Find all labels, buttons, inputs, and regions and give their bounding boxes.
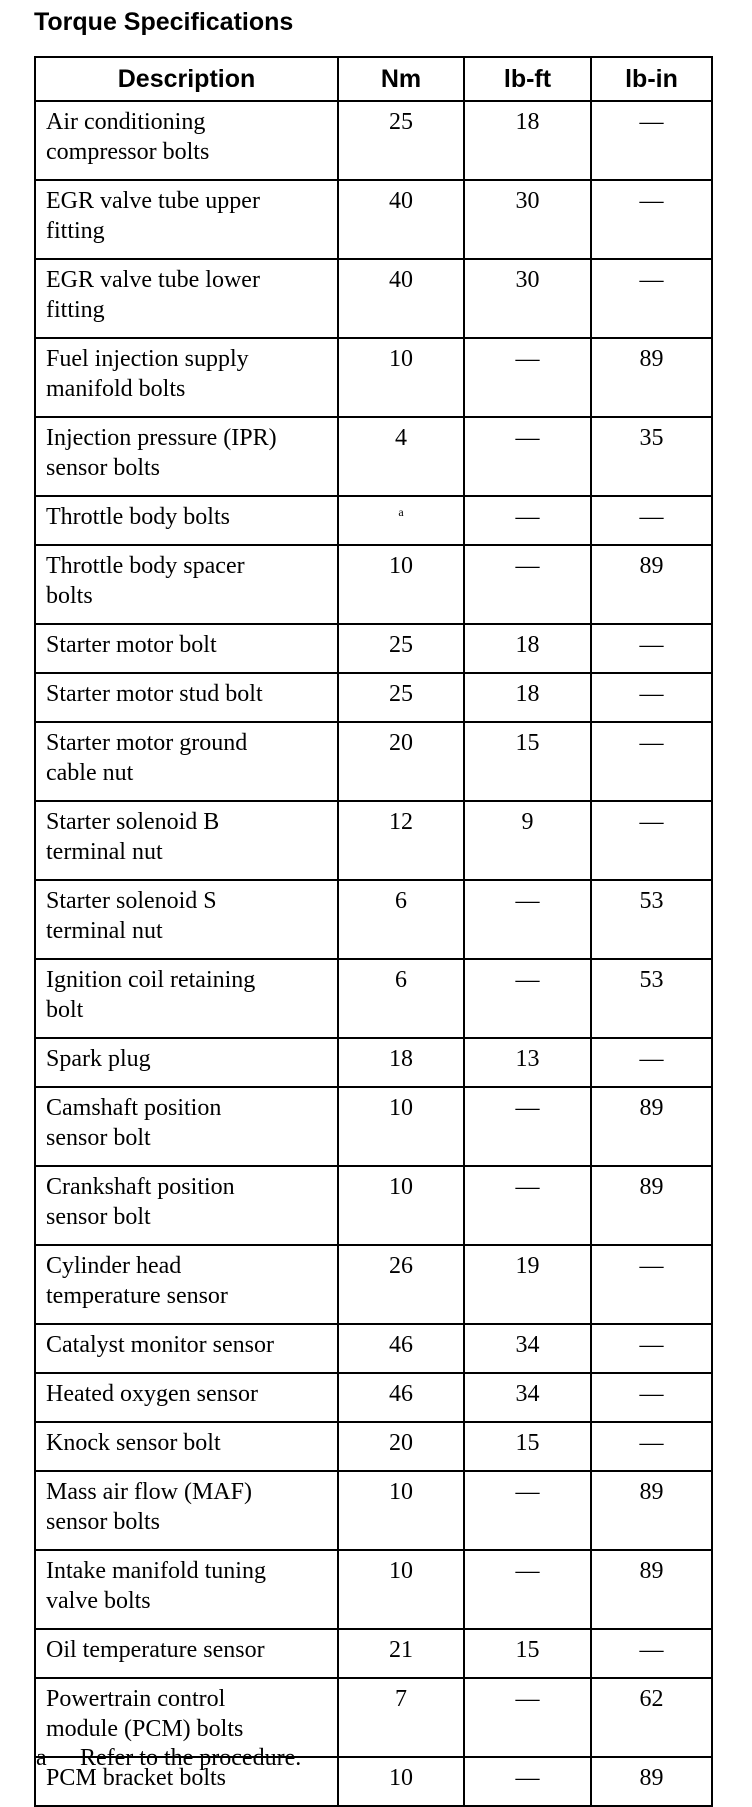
table-row — [35, 101, 712, 180]
lb-in-cell: 89 — [591, 1087, 712, 1166]
table-row — [35, 722, 712, 801]
table-row — [35, 1038, 712, 1087]
footnote — [36, 1745, 301, 1772]
description-line: Throttle body bolts — [46, 504, 230, 530]
lb-ft-cell: 18 — [464, 673, 591, 722]
lb-ft-cell: — — [464, 338, 591, 417]
nm-cell: 26 — [338, 1245, 464, 1324]
nm-cell: 6 — [338, 959, 464, 1038]
lb-ft-cell: — — [464, 880, 591, 959]
description-line: EGR valve tube upper — [46, 188, 260, 214]
footnote-letter: a — [36, 1745, 47, 1771]
nm-cell: 25 — [338, 101, 464, 180]
lb-in-cell: — — [591, 1629, 712, 1678]
lb-ft-cell: 34 — [464, 1324, 591, 1373]
lb-ft-cell: 18 — [464, 101, 591, 180]
table-row — [35, 1629, 712, 1678]
description-cell — [35, 1471, 338, 1550]
lb-in-cell: — — [591, 259, 712, 338]
description-cell — [35, 496, 338, 545]
lb-ft-cell: — — [464, 1678, 591, 1757]
description-line: Starter solenoid S — [46, 888, 217, 914]
column-header-lb-in: lb-in — [591, 57, 712, 101]
lb-ft-cell: 13 — [464, 1038, 591, 1087]
lb-in-cell: — — [591, 1422, 712, 1471]
column-header-lb-ft: lb-ft — [464, 57, 591, 101]
description-cell — [35, 801, 338, 880]
nm-cell: 10 — [338, 1166, 464, 1245]
nm-cell: 10 — [338, 545, 464, 624]
nm-cell: 40 — [338, 259, 464, 338]
description-cell — [35, 880, 338, 959]
table-row — [35, 180, 712, 259]
description-line: compressor bolts — [46, 139, 210, 165]
description-cell — [35, 545, 338, 624]
lb-in-cell: 89 — [591, 338, 712, 417]
lb-in-cell: 35 — [591, 417, 712, 496]
lb-in-cell: 89 — [591, 545, 712, 624]
lb-ft-cell: 15 — [464, 722, 591, 801]
lb-in-cell: 53 — [591, 880, 712, 959]
description-line: PCM bracket bolts — [46, 1765, 226, 1791]
description-cell — [35, 673, 338, 722]
description-cell — [35, 1629, 338, 1678]
description-line: fitting — [46, 297, 105, 323]
lb-ft-cell: — — [464, 496, 591, 545]
lb-in-cell: — — [591, 1038, 712, 1087]
column-header-description: Description — [35, 57, 338, 101]
description-line: Air conditioning — [46, 109, 206, 135]
description-line: Oil temperature sensor — [46, 1637, 265, 1663]
description-line: terminal nut — [46, 918, 163, 944]
description-line: Mass air flow (MAF) — [46, 1479, 252, 1505]
table-row — [35, 959, 712, 1038]
description-line: fitting — [46, 218, 105, 244]
description-line: Heated oxygen sensor — [46, 1381, 258, 1407]
table-row — [35, 259, 712, 338]
table-row — [35, 673, 712, 722]
lb-ft-cell: — — [464, 545, 591, 624]
table-row — [35, 1245, 712, 1324]
table-row — [35, 496, 712, 545]
lb-in-cell: 62 — [591, 1678, 712, 1757]
description-line: Ignition coil retaining — [46, 967, 256, 993]
lb-in-cell: — — [591, 1373, 712, 1422]
description-line: sensor bolts — [46, 1509, 160, 1535]
nm-cell: 25 — [338, 624, 464, 673]
table-header-row — [35, 57, 712, 101]
nm-cell: 46 — [338, 1373, 464, 1422]
nm-cell: 20 — [338, 1422, 464, 1471]
description-cell — [35, 1422, 338, 1471]
nm-cell: 10 — [338, 1087, 464, 1166]
table-row — [35, 338, 712, 417]
table-row — [35, 624, 712, 673]
lb-ft-cell: 30 — [464, 259, 591, 338]
description-cell — [35, 101, 338, 180]
lb-in-cell: 89 — [591, 1757, 712, 1806]
lb-in-cell: 89 — [591, 1550, 712, 1629]
description-line: Starter solenoid B — [46, 809, 220, 835]
lb-ft-cell: 9 — [464, 801, 591, 880]
lb-ft-cell: 15 — [464, 1422, 591, 1471]
lb-in-cell: — — [591, 801, 712, 880]
description-cell — [35, 1373, 338, 1422]
table-row — [35, 1550, 712, 1629]
nm-cell: 10 — [338, 1550, 464, 1629]
lb-ft-cell: — — [464, 1471, 591, 1550]
description-cell — [35, 1087, 338, 1166]
table-row — [35, 1422, 712, 1471]
lb-ft-cell: — — [464, 1757, 591, 1806]
description-line: module (PCM) bolts — [46, 1716, 244, 1742]
lb-in-cell: — — [591, 1324, 712, 1373]
description-cell — [35, 180, 338, 259]
description-line: Powertrain control — [46, 1686, 226, 1712]
table-row — [35, 1324, 712, 1373]
lb-ft-cell: — — [464, 417, 591, 496]
table-row — [35, 1471, 712, 1550]
nm-cell: 7 — [338, 1678, 464, 1757]
description-line: Injection pressure (IPR) — [46, 425, 277, 451]
lb-in-cell: — — [591, 1245, 712, 1324]
lb-ft-cell: 34 — [464, 1373, 591, 1422]
description-line: Knock sensor bolt — [46, 1430, 221, 1456]
description-line: manifold bolts — [46, 376, 186, 402]
description-line: Starter motor ground — [46, 730, 248, 756]
table-row — [35, 1373, 712, 1422]
nm-cell: 18 — [338, 1038, 464, 1087]
lb-in-cell: — — [591, 180, 712, 259]
lb-in-cell: — — [591, 101, 712, 180]
description-line: Camshaft position — [46, 1095, 222, 1121]
description-line: Intake manifold tuning — [46, 1558, 266, 1584]
description-cell — [35, 959, 338, 1038]
nm-cell: 20 — [338, 722, 464, 801]
description-line: terminal nut — [46, 839, 163, 865]
description-line: sensor bolt — [46, 1204, 151, 1230]
description-line: bolt — [46, 997, 84, 1023]
description-line: Catalyst monitor sensor — [46, 1332, 274, 1358]
table-row — [35, 545, 712, 624]
description-line: Crankshaft position — [46, 1174, 235, 1200]
description-line: cable nut — [46, 760, 134, 786]
torque-specifications-table — [34, 56, 713, 1807]
description-line: EGR valve tube lower — [46, 267, 260, 293]
table-row — [35, 417, 712, 496]
description-line: sensor bolt — [46, 1125, 151, 1151]
table-row — [35, 880, 712, 959]
lb-in-cell: 89 — [591, 1471, 712, 1550]
nm-cell: 6 — [338, 880, 464, 959]
description-cell — [35, 1038, 338, 1087]
description-line: Spark plug — [46, 1046, 151, 1072]
description-line: temperature sensor — [46, 1283, 228, 1309]
table-body — [35, 101, 712, 1806]
description-cell — [35, 1324, 338, 1373]
description-cell — [35, 417, 338, 496]
table-row — [35, 1166, 712, 1245]
nm-cell: 40 — [338, 180, 464, 259]
lb-ft-cell: — — [464, 1550, 591, 1629]
nm-cell: 25 — [338, 673, 464, 722]
nm-cell: 12 — [338, 801, 464, 880]
description-cell — [35, 1166, 338, 1245]
description-line: Fuel injection supply — [46, 346, 249, 372]
footnote-text: Refer to the procedure. — [80, 1745, 302, 1771]
nm-cell: 46 — [338, 1324, 464, 1373]
description-cell — [35, 1550, 338, 1629]
nm-cell: 10 — [338, 338, 464, 417]
table-row — [35, 1087, 712, 1166]
description-line: valve bolts — [46, 1588, 151, 1614]
description-cell — [35, 338, 338, 417]
description-cell — [35, 1245, 338, 1324]
lb-ft-cell: 15 — [464, 1629, 591, 1678]
description-line: bolts — [46, 583, 93, 609]
nm-cell — [338, 496, 464, 545]
description-cell — [35, 624, 338, 673]
nm-cell: 21 — [338, 1629, 464, 1678]
description-line: Starter motor stud bolt — [46, 681, 263, 707]
description-line: Cylinder head — [46, 1253, 182, 1279]
lb-in-cell: 53 — [591, 959, 712, 1038]
nm-cell: 10 — [338, 1757, 464, 1806]
lb-ft-cell: — — [464, 959, 591, 1038]
description-line: Starter motor bolt — [46, 632, 217, 658]
lb-ft-cell: — — [464, 1166, 591, 1245]
description-cell — [35, 259, 338, 338]
lb-ft-cell: 30 — [464, 180, 591, 259]
lb-in-cell: 89 — [591, 1166, 712, 1245]
description-cell — [35, 722, 338, 801]
lb-in-cell: — — [591, 722, 712, 801]
nm-cell: 4 — [338, 417, 464, 496]
lb-ft-cell: — — [464, 1087, 591, 1166]
lb-in-cell: — — [591, 624, 712, 673]
lb-in-cell: — — [591, 673, 712, 722]
lb-in-cell: — — [591, 496, 712, 545]
page-title: Torque Specifications — [34, 8, 294, 36]
table-row — [35, 801, 712, 880]
lb-ft-cell: 19 — [464, 1245, 591, 1324]
lb-ft-cell: 18 — [464, 624, 591, 673]
footnote-ref: a — [398, 505, 404, 519]
column-header-nm: Nm — [338, 57, 464, 101]
description-line: Throttle body spacer — [46, 553, 245, 579]
nm-cell: 10 — [338, 1471, 464, 1550]
description-line: sensor bolts — [46, 455, 160, 481]
